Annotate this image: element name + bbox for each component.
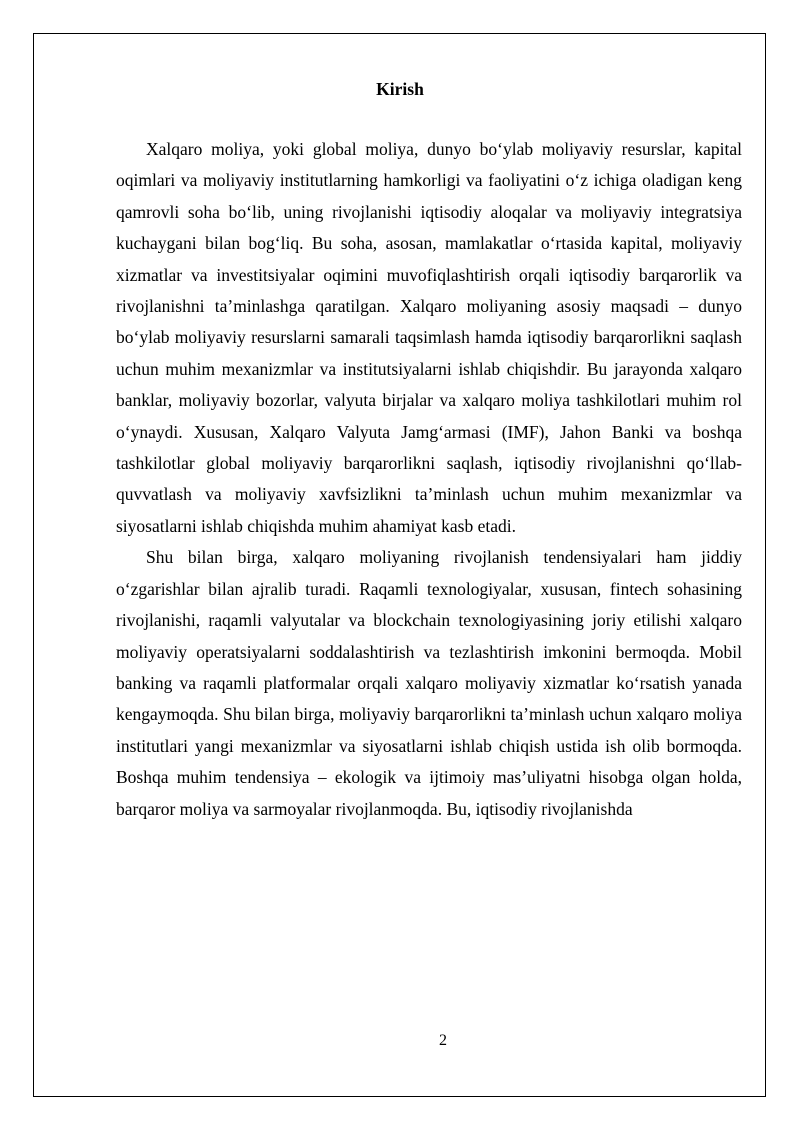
body-text xyxy=(116,134,742,825)
paragraph: Shu bilan birga, xalqaro moliyaning rivojlanish tendensiyalari ham jiddiy o‘zgarishlar bilan ajralib turadi. Raqamli texnologiyalar, xususan, fintech sohasining rivojlanishi, raqamli valyutalar va blockchain texnologiyasining joriy etilishi xalqaro moliyaviy operatsiyalarni soddalashtirish va tezlashtirish imkonini bermoqda. Mobil banking va raqamli platformalar orqali xalqaro moliyaviy xizmatlar ko‘rsatish yanada kengaymoqda. Shu bilan birga, moliyaviy barqarorlikni ta’minlash uchun xalqaro moliya institutlari yangi mexanizmlar va siyosatlarni ishlab chiqish ustida ish olib bormoqda. Boshqa muhim tendensiya – ekologik va ijtimoiy mas’uliyatni hisobga olgan holda, barqaror moliya va sarmoyalar rivojlanmoqda. Bu, iqtisodiy rivojlanishda xyxy=(116,547,742,819)
section-heading: Kirish xyxy=(376,79,424,99)
page-number: 2 xyxy=(439,1032,447,1049)
paragraph: Xalqaro moliya, yoki global moliya, dunyo bo‘ylab moliyaviy resurslar, kapital oqimlari va moliyaviy institutlarning hamkorligi va faoliyatini o‘z ichiga oladigan keng qamrovli soha bo‘lib, uning rivojlanishi iqtisodiy aloqalar va moliyaviy integratsiya kuchaygani bilan bog‘liq. Bu soha, asosan, mamlakatlar o‘rtasida kapital, moliyaviy xizmatlar va investitsiyalar oqimini muvofiqlashtirish orqali iqtisodiy barqarorlik va rivojlanishni ta’minlashga qaratilgan. Xalqaro moliyaning asosiy maqsadi – dunyo bo‘ylab moliyaviy resurslarni samarali taqsimlash hamda iqtisodiy barqarorlikni saqlash uchun muhim mexanizmlar va institutsiyalarni ishlab chiqishdir. Bu jarayonda xalqaro banklar, moliyaviy bozorlar, valyuta birjalar va xalqaro moliya tashkilotlari muhim rol o‘ynaydi. Xususan, Xalqaro Valyuta Jamg‘armasi (IMF), Jahon Banki va boshqa tashkilotlar global moliyaviy barqarorlikni saqlash, iqtisodiy rivojlanishni qo‘llab-quvvatlash va moliyaviy xavfsizlikni ta’minlash uchun muhim mexanizmlar va siyosatlarni ishlab chiqishda muhim ahamiyat kasb etadi. xyxy=(116,139,742,536)
